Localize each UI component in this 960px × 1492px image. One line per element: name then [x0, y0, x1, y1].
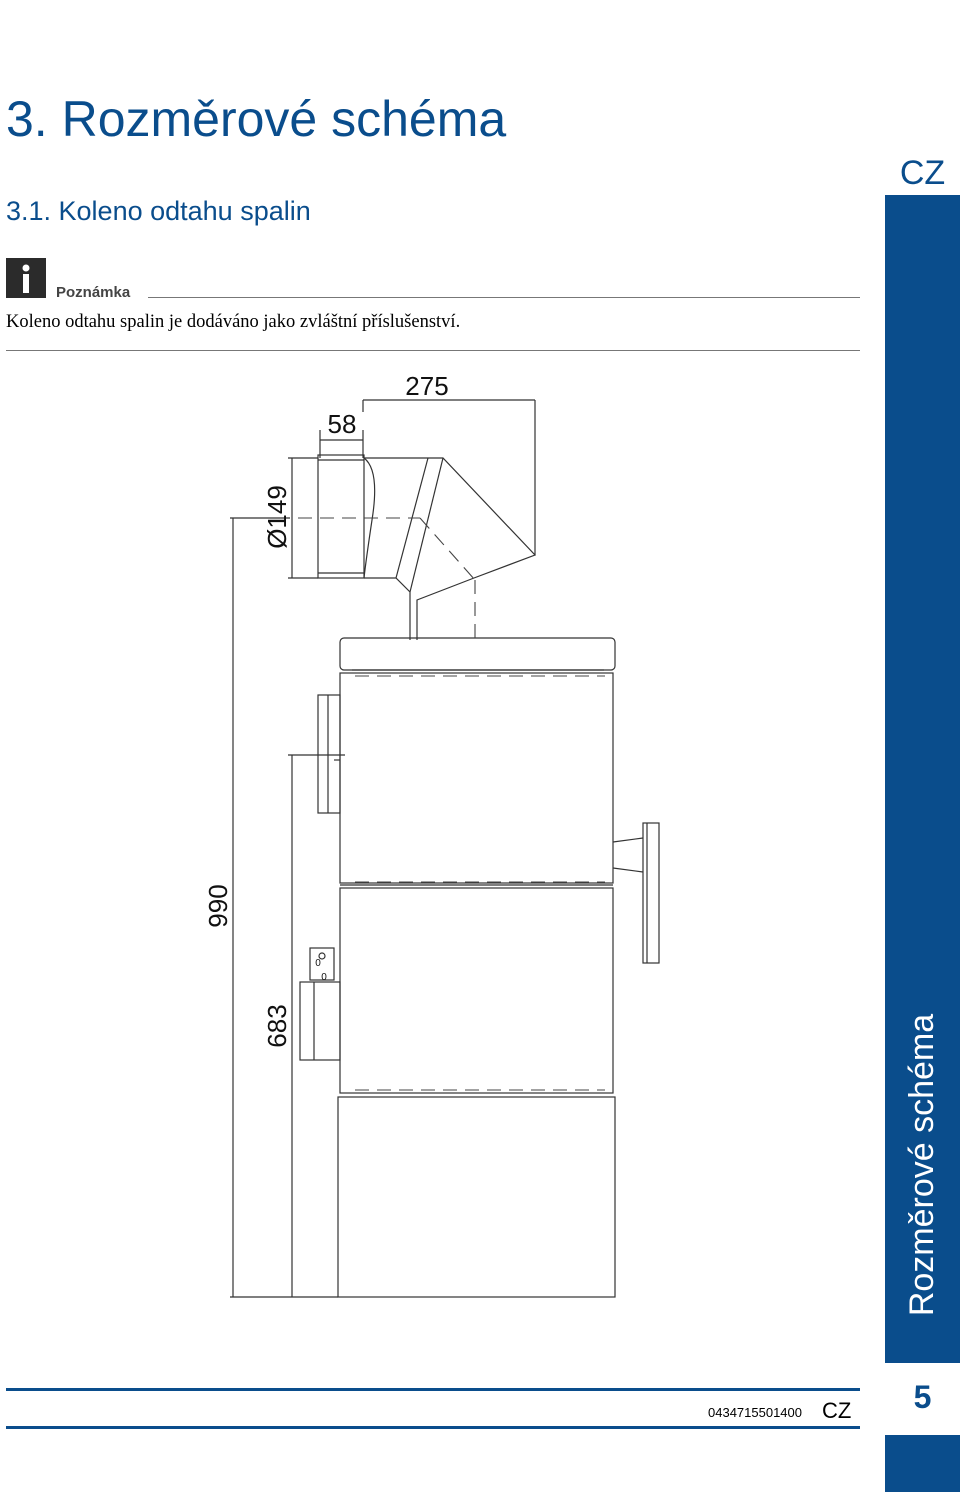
dim-label-58: 58 — [327, 409, 357, 439]
stove-base — [338, 1097, 615, 1297]
note-divider-bottom — [6, 350, 860, 351]
dim-label-275: 275 — [405, 371, 449, 401]
knob-mark-bottom: 0 — [321, 972, 327, 983]
language-label: CZ — [899, 154, 946, 192]
footer-rule-top — [6, 1388, 860, 1391]
side-tab — [885, 0, 960, 1492]
page-number-box — [885, 1363, 960, 1435]
side-section-label: Rozměrové schéma — [903, 1013, 941, 1317]
dim-label-990: 990 — [203, 884, 233, 928]
note-label: Poznámka — [56, 284, 131, 301]
section-subtitle: 3.1. Koleno odtahu spalin — [6, 196, 311, 226]
flue-elbow — [364, 458, 535, 640]
flue-collar — [318, 455, 364, 578]
footer-rule-bottom — [6, 1426, 860, 1429]
door-handle — [643, 823, 659, 963]
note-divider — [148, 297, 860, 298]
page-number: 5 — [913, 1379, 932, 1415]
stove-upper-body — [340, 673, 613, 883]
dimension-drawing — [0, 360, 880, 1320]
language-tab — [885, 0, 960, 195]
rear-bracket — [318, 695, 340, 813]
info-icon — [6, 258, 46, 298]
dim-label-683: 683 — [262, 1004, 292, 1048]
footer-language: CZ — [822, 1398, 852, 1423]
stove-top-plate — [340, 638, 615, 670]
document-number: 0434715501400 — [708, 1405, 802, 1420]
page-title: 3. Rozměrové schéma — [6, 91, 507, 147]
knob-mark-top: 0 — [315, 958, 321, 969]
dim-label-diameter: Ø149 — [262, 485, 292, 549]
note-text: Koleno odtahu spalin je dodáváno jako zvláštní příslušenství. — [6, 312, 461, 332]
control-box — [300, 982, 340, 1060]
stove-lower-body — [340, 888, 613, 1093]
